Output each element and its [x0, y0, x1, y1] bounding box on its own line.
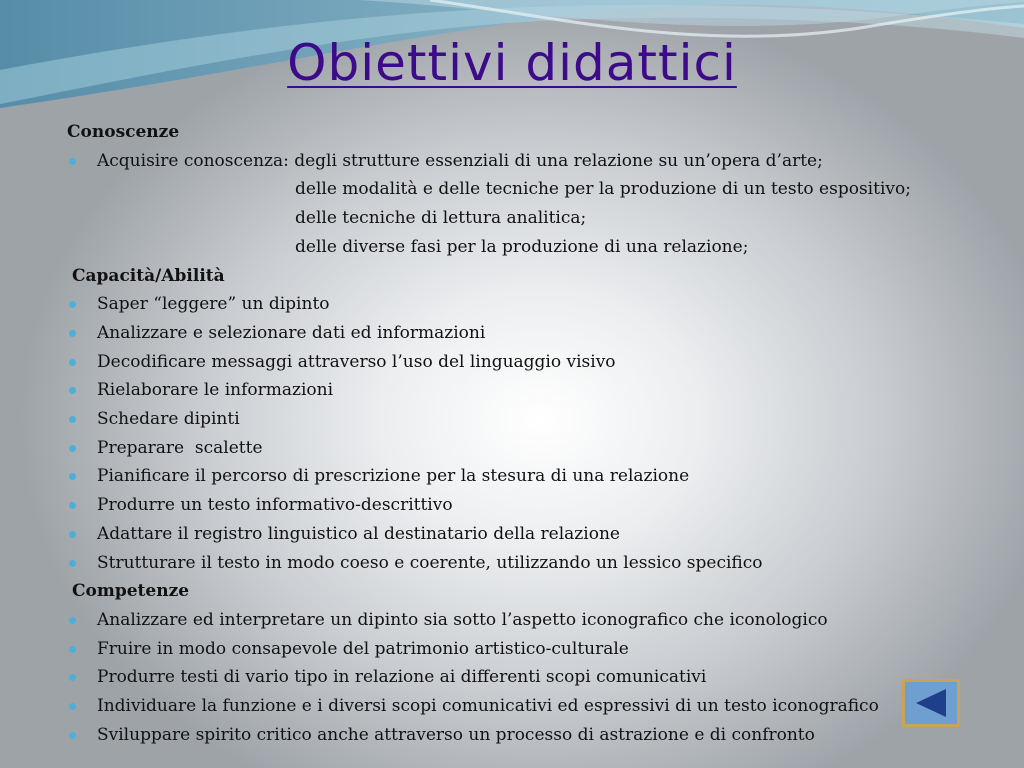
bullet-item: Produrre testi di vario tipo in relazione ai differenti scopi comunicativi — [67, 663, 967, 692]
bullet-item: Strutturare il testo in modo coeso e coerente, utilizzando un lessico specifico — [67, 549, 967, 578]
bullet-item: Analizzare e selezionare dati ed informazioni — [67, 319, 967, 348]
continuation-line: delle modalità e delle tecniche per la produzione di un testo espositivo; — [295, 179, 911, 200]
bullet-item: Sviluppare spirito critico anche attraverso un processo di astrazione e di confronto — [67, 721, 967, 750]
bullet-item: Saper “leggere” un dipinto — [67, 290, 967, 319]
triangle-left-icon — [913, 687, 949, 719]
bullet-item: Individuare la funzione e i diversi scopi comunicativi ed espressivi di un testo iconografico — [67, 692, 967, 721]
previous-slide-button[interactable] — [902, 679, 960, 727]
bullet-item: Produrre un testo informativo-descrittivo — [67, 491, 967, 520]
bullet-item: Analizzare ed interpretare un dipinto sia sotto l’aspetto iconografico che iconologico — [67, 606, 967, 635]
heading-conoscenze: Conoscenze — [67, 122, 180, 142]
bullet-item: Decodificare messaggi attraverso l’uso del linguaggio visivo — [67, 348, 967, 377]
bullet-item: Schedare dipinti — [67, 405, 967, 434]
bullet-item: Adattare il registro linguistico al destinatario della relazione — [67, 520, 967, 549]
heading-competenze: Competenze — [72, 581, 190, 602]
slide-title-text: Obiettivi didattici — [287, 34, 737, 92]
continuation-line: delle diverse fasi per la produzione di una relazione; — [295, 236, 749, 257]
slide-content — [67, 118, 967, 749]
bullet-item: Preparare scalette — [67, 434, 967, 463]
heading-capacita: Capacità/Abilità — [72, 265, 225, 286]
bullet-item: Rielaborare le informazioni — [67, 376, 967, 405]
slide-title — [0, 34, 1024, 92]
bullet-item: Fruire in modo consapevole del patrimonio artistico-culturale — [67, 635, 967, 664]
bullet-item: Acquisire conoscenza: degli strutture essenziali di una relazione su un’opera d’arte; — [67, 147, 967, 176]
continuation-line: delle tecniche di lettura analitica; — [295, 208, 587, 229]
bullet-item: Pianificare il percorso di prescrizione per la stesura di una relazione — [67, 462, 967, 491]
